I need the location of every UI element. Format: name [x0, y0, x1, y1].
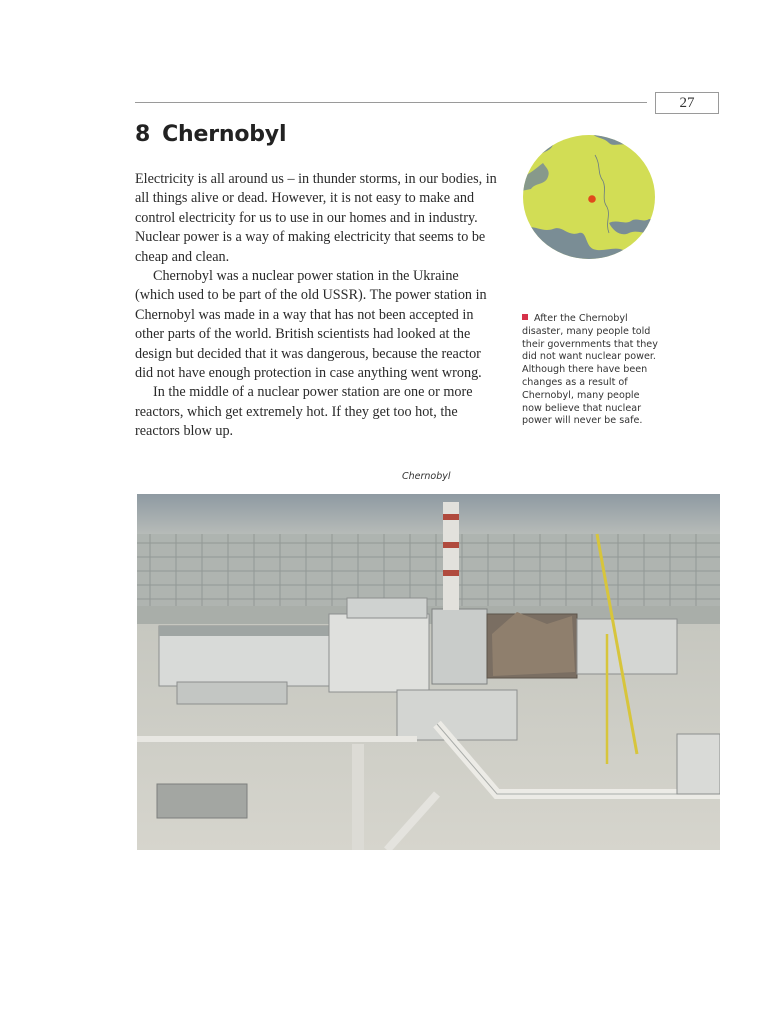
body-paragraph-2: Chernobyl was a nuclear power station in the Ukraine (which used to be part of the old USSR). The power station in Chernobyl was made in a way that has not been accepted in other parts of the world. British scientists had looked at the design but decided that it was dangerous, because the reactor did not have enough protection in case anything went wrong.: [135, 268, 487, 382]
power-line-yard: [137, 534, 720, 614]
chapter-title-text: Chernobyl: [162, 122, 287, 147]
chernobyl-photo: [137, 494, 720, 850]
sidebar-note: [522, 313, 662, 428]
sidebar-text: After the Chernobyl disaster, many people told their governments that they did not want nuclear power. Although there have been changes as a result of Chernobyl, many people now believe that nuclear power will never be safe.: [522, 313, 658, 427]
reactor-block: [329, 614, 429, 692]
chapter-title: [135, 122, 286, 147]
location-marker: [588, 195, 596, 203]
photo-caption: Chernobyl: [402, 471, 451, 482]
header-rule: [135, 102, 647, 103]
globe-map: [521, 133, 657, 261]
page-number: 27: [655, 92, 719, 114]
chapter-number: 8: [135, 122, 151, 147]
body-paragraph-1: Electricity is all around us – in thunder storms, in our bodies, in all things alive or dead. However, it is not easy to make and control electricity for us to use in our homes and in industry. Nuclear power is a way of making electricity that seems to be cheap and clean.: [135, 171, 497, 265]
body-paragraph-3: In the middle of a nuclear power station are one or more reactors, which get extremely hot. If they get too hot, the reactors blow up.: [135, 384, 473, 440]
horizon-haze: [137, 494, 720, 534]
body-text: [135, 170, 500, 442]
bullet-marker: [522, 314, 528, 320]
